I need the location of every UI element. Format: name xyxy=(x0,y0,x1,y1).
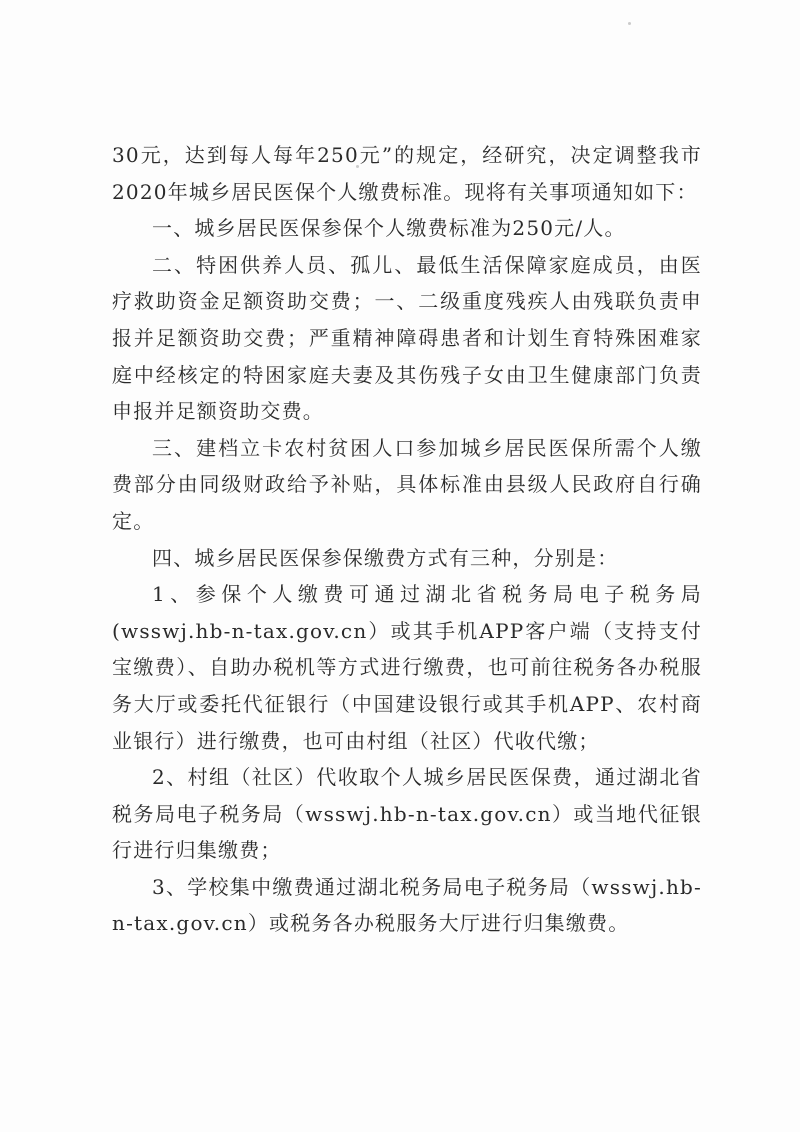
paragraph-item-2: 二、特困供养人员、孤儿、最低生活保障家庭成员，由医疗救助资金足额资助交费；一、二级重度残疾人由残联负责申报并足额资助交费；严重精神障碍患者和计划生育特殊困难家庭中经核定的特困家庭夫妻及其伤残子女由卫生健康部门负责申报并足额资助交费。 xyxy=(112,252,702,424)
scan-speck xyxy=(628,22,631,25)
paragraph-item-3: 三、建档立卡农村贫困人口参加城乡居民医保所需个人缴费部分由同级财政给予补贴，具体标准由县级人民政府自行确定。 xyxy=(112,435,702,533)
paragraph-method-1: 1、参保个人缴费可通过湖北省税务局电子税务局(wsswj.hb-n-tax.gov.cn）或其手机APP客户端（支持支付宝缴费）、自助办税机等方式进行缴费，也可前往税务各办税服务大厅或委托代征银行（中国建设银行或其手机APP、农村商业银行）进行缴费，也可由村组（社区）代收代缴； xyxy=(112,582,702,753)
document-body xyxy=(112,137,702,942)
paragraph-intro: 30元，达到每人每年250元”的规定，经研究，决定调整我市2020年城乡居民医保个人缴费标准。现将有关事项通知如下： xyxy=(112,143,702,204)
paragraph-method-3: 3、学校集中缴费通过湖北税务局电子税务局（wsswj.hb-n-tax.gov.cn）或税务各办税服务大厅进行归集缴费。 xyxy=(112,874,702,936)
paragraph-item-4: 四、城乡居民医保参保缴费方式有三种，分别是： xyxy=(152,545,619,570)
paragraph-method-2: 2、村组（社区）代收取个人城乡居民医保费，通过湖北省税务局电子税务局（wsswj.hb-n-tax.gov.cn）或当地代征银行进行归集缴费； xyxy=(112,765,702,863)
paragraph-item-1: 一、城乡居民医保参保个人缴费标准为250元/人。 xyxy=(152,216,626,241)
